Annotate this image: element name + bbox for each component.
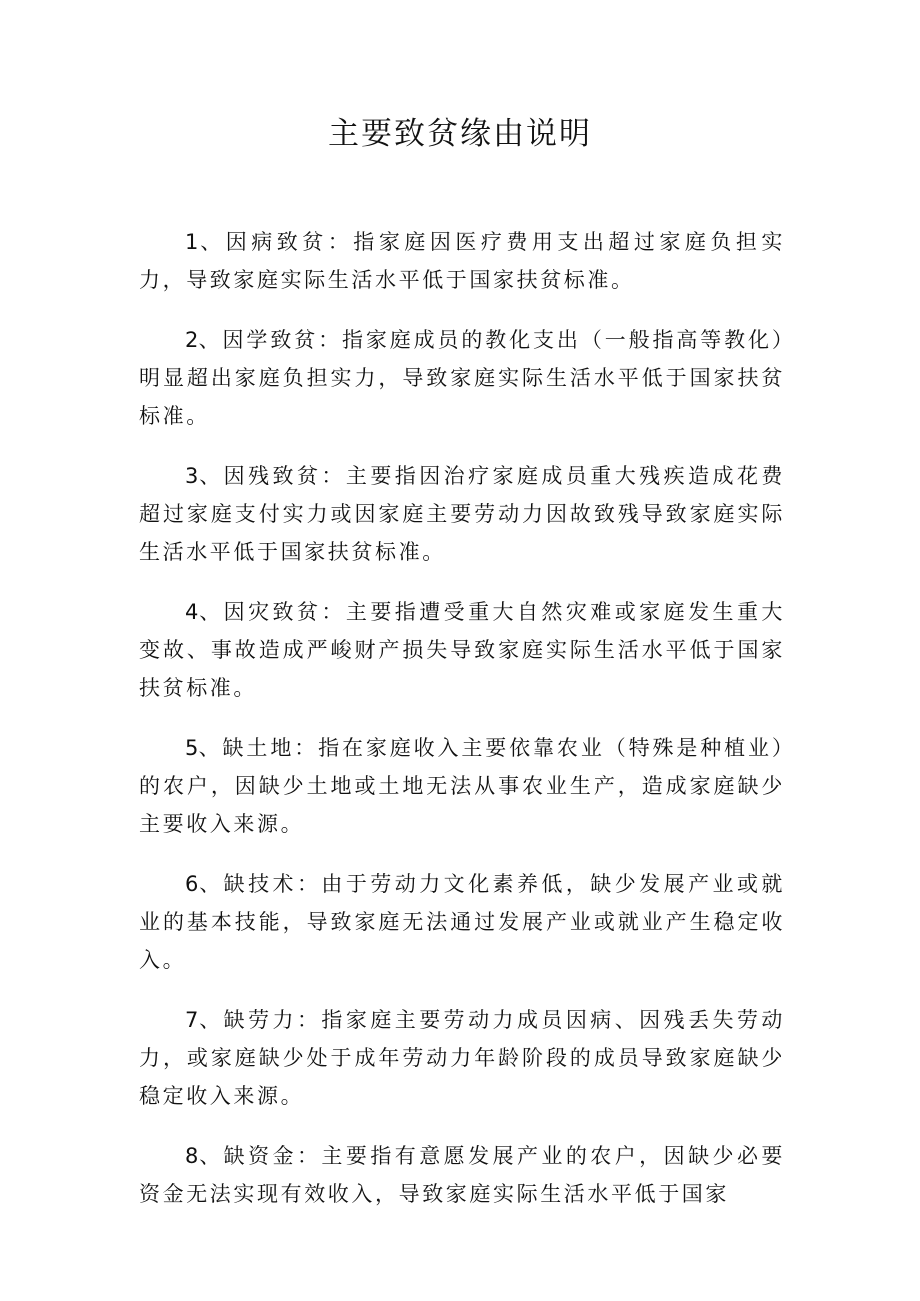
- item-number: 8: [185, 1144, 199, 1168]
- paragraph-4: [139, 593, 785, 707]
- document-body: [139, 223, 785, 1235]
- item-text: 、缺土地：指在家庭收入主要依靠农业（特殊是种植业）的农户，因缺少土地或土地无法从事农业生产，造成家庭缺少主要收入来源。: [139, 736, 785, 836]
- paragraph-3: [139, 457, 785, 571]
- paragraph-6: [139, 865, 785, 979]
- paragraph-1: [139, 223, 785, 299]
- item-text: 、因灾致贫：主要指遭受重大自然灾难或家庭发生重大变故、事故造成严峻财产损失导致家庭实际生活水平低于国家扶贫标准。: [139, 600, 785, 700]
- paragraph-8: [139, 1137, 785, 1213]
- item-text: 、缺技术：由于劳动力文化素养低，缺少发展产业或就业的基本技能，导致家庭无法通过发展产业或就业产生稳定收入。: [139, 872, 785, 972]
- item-number: 3: [185, 464, 199, 488]
- item-number: 6: [185, 872, 199, 896]
- paragraph-7: [139, 1001, 785, 1115]
- item-number: 5: [185, 736, 199, 760]
- item-number: 4: [185, 600, 199, 624]
- page-title: 主要致贫缘由说明: [328, 116, 592, 152]
- item-number: 2: [185, 328, 199, 352]
- item-text: 、因残致贫：主要指因治疗家庭成员重大残疾造成花费超过家庭支付实力或因家庭主要劳动力因故致残导致家庭实际生活水平低于国家扶贫标准。: [139, 464, 785, 564]
- item-number: 7: [185, 1008, 199, 1032]
- item-text: 、缺资金：主要指有意愿发展产业的农户，因缺少必要资金无法实现有效收入，导致家庭实际生活水平低于国家: [139, 1144, 785, 1206]
- paragraph-2: [139, 321, 785, 435]
- paragraph-5: [139, 729, 785, 843]
- item-text: 、缺劳力：指家庭主要劳动力成员因病、因残丢失劳动力，或家庭缺少处于成年劳动力年龄阶段的成员导致家庭缺少稳定收入来源。: [139, 1008, 785, 1108]
- item-number: 1: [185, 230, 199, 254]
- item-text: 、因学致贫：指家庭成员的教化支出（一般指高等教化）明显超出家庭负担实力，导致家庭实际生活水平低于国家扶贫标准。: [139, 328, 785, 428]
- item-text: 、因病致贫：指家庭因医疗费用支出超过家庭负担实力，导致家庭实际生活水平低于国家扶贫标准。: [139, 230, 785, 292]
